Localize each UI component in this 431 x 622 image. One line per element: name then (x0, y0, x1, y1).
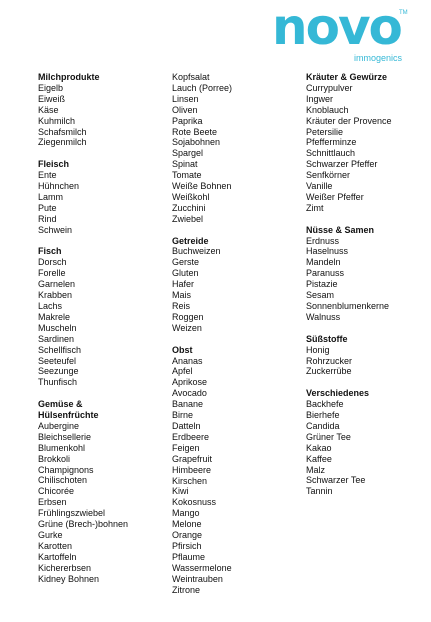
food-item: Champignons (38, 464, 94, 475)
section-heading: Milchprodukte (38, 72, 100, 82)
food-item: Lamm (38, 191, 64, 202)
section-heading: Getreide (172, 235, 209, 246)
food-item: Schnittlauch (306, 148, 356, 159)
food-item: Grüner Tee (306, 431, 351, 442)
food-item: Mais (172, 290, 192, 301)
food-item: Honig (306, 344, 330, 355)
section-heading: Obst (172, 344, 193, 355)
food-section-gemuese-huelsenfruechte (38, 399, 158, 584)
food-item: Weizen (172, 322, 202, 333)
food-item: Käse (38, 104, 59, 115)
food-item: Weißkohl (172, 191, 210, 202)
food-item: Forelle (38, 268, 66, 279)
food-item: Paprika (172, 115, 203, 126)
food-list-column-2 (172, 72, 297, 595)
food-item-list (306, 83, 426, 214)
section-heading: Kräuter & Gewürze (306, 72, 388, 82)
food-item: Erdbeere (172, 431, 210, 442)
food-item-list (38, 421, 158, 585)
food-item: Orange (172, 530, 203, 541)
food-item: Bleichsellerie (38, 431, 92, 442)
food-item: Makrele (38, 311, 71, 322)
food-item: Zitrone (172, 584, 201, 595)
food-item: Walnuss (306, 311, 341, 322)
food-item-list (172, 356, 297, 596)
food-item: Eiweiß (38, 93, 66, 104)
food-item: Kidney Bohnen (38, 573, 100, 584)
logo-wordmark: novo (272, 0, 401, 56)
food-item: Seeteufel (38, 355, 77, 366)
food-item: Vanille (306, 181, 333, 192)
food-item: Banane (172, 399, 204, 410)
food-section-obst (172, 345, 297, 596)
food-item: Knoblauch (306, 104, 349, 115)
food-item: Wassermelone (172, 562, 232, 573)
food-item: Ananas (172, 355, 203, 366)
food-item: Schafsmilch (38, 126, 87, 137)
food-item-list (306, 345, 426, 378)
food-item: Kopfsalat (172, 72, 210, 82)
food-section-continued (172, 72, 297, 225)
food-item: Kakao (306, 442, 332, 453)
food-item: Senfkörner (306, 170, 351, 181)
food-item: Sardinen (38, 333, 75, 344)
food-item: Ente (38, 170, 57, 181)
food-item: Schwarzer Tee (306, 475, 366, 486)
food-section-nuesse-samen (306, 225, 426, 323)
food-item: Melone (172, 519, 202, 530)
food-item: Datteln (172, 420, 201, 431)
food-item: Rote Beete (172, 126, 218, 137)
food-item: Kiwi (172, 486, 189, 497)
food-item: Paranuss (306, 268, 345, 279)
section-heading: Nüsse & Samen (306, 224, 375, 235)
food-item: Schwarzer Pfeffer (306, 159, 378, 170)
food-item: Petersilie (306, 126, 344, 137)
food-item: Apfel (172, 366, 193, 377)
food-item: Erbsen (38, 497, 67, 508)
food-item: Zuckerrübe (306, 366, 352, 377)
food-item: Aubergine (38, 420, 80, 431)
food-item: Bierhefe (306, 410, 340, 421)
logo-subtitle: immogenics (354, 53, 403, 63)
brand-logo (272, 0, 422, 64)
food-item: Hühnchen (38, 181, 80, 192)
food-item: Himbeere (172, 464, 212, 475)
food-item: Pflaume (172, 551, 206, 562)
food-item: Mango (172, 508, 200, 519)
food-item: Chicorée (38, 486, 75, 497)
food-section-getreide (172, 236, 297, 334)
food-item: Lauch (Porree) (172, 82, 233, 93)
food-item: Brokkoli (38, 453, 71, 464)
food-item-list (172, 246, 297, 333)
food-item: Reis (172, 301, 191, 312)
food-item: Zucchini (172, 202, 206, 213)
food-item: Kuhmilch (38, 115, 76, 126)
food-item: Kokosnuss (172, 497, 217, 508)
food-item: Birne (172, 410, 194, 421)
food-item: Sesam (306, 290, 335, 301)
food-item: Spargel (172, 148, 204, 159)
food-item: Grüne (Brech-)bohnen (38, 519, 129, 530)
food-item-list (172, 72, 297, 225)
food-item: Thunfisch (38, 377, 78, 388)
food-item: Krabben (38, 290, 73, 301)
food-list-column-1 (38, 72, 158, 585)
food-item: Kräuter der Provence (306, 115, 392, 126)
food-item: Lachs (38, 301, 63, 311)
food-item: Rind (38, 213, 57, 224)
food-item: Gluten (172, 268, 199, 279)
food-section-milchprodukte (38, 72, 158, 148)
food-item: Pistazie (306, 279, 338, 290)
food-section-suessstoffe (306, 334, 426, 378)
food-item: Weintrauben (172, 573, 223, 584)
food-item: Weiße Bohnen (172, 181, 232, 192)
food-item: Backhefe (306, 399, 344, 410)
food-item: Mandeln (306, 257, 341, 268)
food-item: Ziegenmilch (38, 137, 87, 148)
food-section-fisch (38, 246, 158, 388)
food-item: Gerste (172, 257, 200, 268)
food-item: Spinat (172, 159, 198, 170)
food-item: Candida (306, 420, 340, 431)
food-section-kraeuter-gewuerze (306, 72, 426, 214)
food-item: Haselnuss (306, 246, 349, 257)
logo-trademark: TM (399, 10, 408, 16)
food-item: Buchweizen (172, 246, 221, 257)
food-item: Zimt (306, 202, 324, 213)
food-section-fleisch (38, 159, 158, 235)
food-item: Muscheln (38, 322, 77, 333)
food-item: Weißer Pfeffer (306, 191, 364, 202)
food-item: Feigen (172, 442, 200, 453)
food-item: Schellfisch (38, 344, 82, 355)
food-item: Sonnenblumenkerne (306, 301, 390, 312)
food-item: Kartoffeln (38, 551, 77, 562)
food-item: Tomate (172, 170, 202, 181)
food-list-column-3 (306, 72, 426, 497)
food-item: Rohrzucker (306, 355, 353, 366)
food-item: Pfirsich (172, 540, 202, 551)
food-item: Kaffee (306, 453, 332, 464)
food-item-list (38, 257, 158, 388)
section-heading: Süßstoffe (306, 333, 348, 344)
food-item: Seezunge (38, 366, 79, 377)
section-heading: Gemüse & Hülsenfrüchte (38, 399, 99, 421)
food-item: Currypulver (306, 82, 353, 93)
food-item-list (38, 83, 158, 148)
food-item: Erdnuss (306, 235, 340, 246)
food-item-list (38, 170, 158, 235)
food-item: Pfefferminze (306, 137, 357, 148)
food-item: Karotten (38, 540, 73, 551)
food-item: Sojabohnen (172, 137, 221, 148)
food-item: Garnelen (38, 279, 76, 290)
food-item: Avocado (172, 388, 207, 399)
food-item: Gurke (38, 530, 63, 541)
food-item: Roggen (172, 311, 204, 322)
food-item: Linsen (172, 93, 199, 104)
food-item: Tannin (306, 486, 333, 497)
section-heading: Verschiedenes (306, 388, 370, 399)
food-item-list (306, 399, 426, 497)
food-item: Chilischoten (38, 475, 88, 486)
food-item: Oliven (172, 104, 198, 115)
food-item: Kichererbsen (38, 562, 92, 573)
food-item-list (306, 236, 426, 323)
food-item: Malz (306, 464, 326, 475)
food-item: Frühlingszwiebel (38, 508, 106, 519)
food-item: Grapefruit (172, 453, 213, 464)
food-item: Hafer (172, 279, 195, 290)
food-item: Ingwer (306, 93, 334, 104)
food-item: Dorsch (38, 257, 67, 268)
food-item: Kirschen (172, 475, 208, 486)
section-heading: Fleisch (38, 159, 70, 170)
food-item: Aprikose (172, 377, 208, 388)
food-item: Pute (38, 202, 57, 213)
food-item: Zwiebel (172, 213, 204, 224)
food-section-verschiedenes (306, 388, 426, 497)
section-heading: Fisch (38, 246, 62, 257)
food-item: Eigelb (38, 82, 64, 93)
food-item: Blumenkohl (38, 442, 86, 453)
food-item: Schwein (38, 224, 73, 235)
